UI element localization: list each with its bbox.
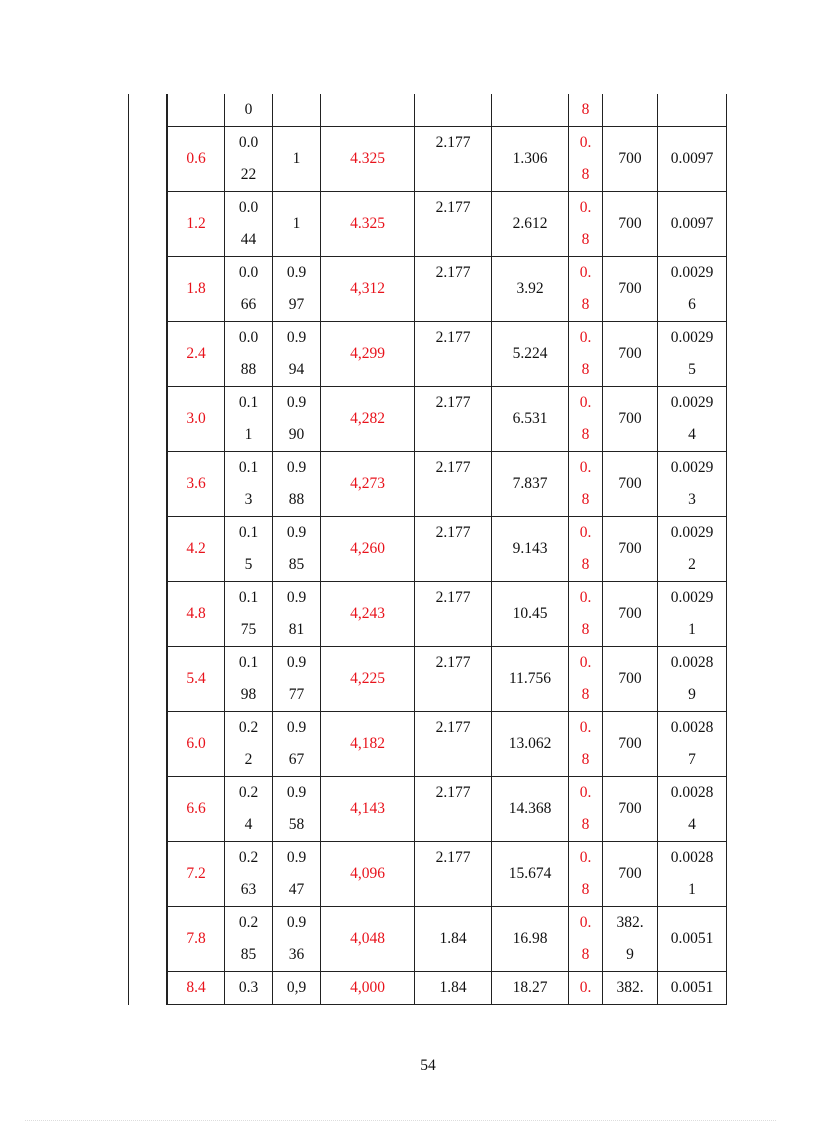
value-cell: 0.0 66 [225, 257, 273, 322]
limit-cell: 700 [603, 257, 658, 322]
final-cell: 0.0051 [658, 907, 727, 972]
param-cell: 8.4 [168, 972, 225, 1005]
blank-cell [129, 972, 167, 1005]
coef-cell: 2.177 [415, 712, 492, 777]
value-cell: 0.0 44 [225, 192, 273, 257]
limit-cell: 700 [603, 452, 658, 517]
result-cell: 4.325 [321, 192, 415, 257]
sum-cell: 14.368 [492, 777, 569, 842]
table-row [129, 907, 727, 972]
factor-cell: 0.9 94 [273, 322, 321, 387]
value-cell: 0.1 75 [225, 582, 273, 647]
blank-cell [129, 647, 167, 712]
result-cell: 4,243 [321, 582, 415, 647]
blank-cell [129, 517, 167, 582]
final-cell: 0.0097 [658, 127, 727, 192]
result-cell: 4,312 [321, 257, 415, 322]
blank-cell [129, 192, 167, 257]
table-row [129, 452, 727, 517]
blank-cell [129, 452, 167, 517]
coef-cell [415, 94, 492, 127]
table-row [129, 322, 727, 387]
ratio-cell: 0. 8 [569, 842, 603, 907]
ratio-cell: 0. 8 [569, 517, 603, 582]
blank-cell [129, 582, 167, 647]
param-cell: 3.6 [168, 452, 225, 517]
result-cell: 4,000 [321, 972, 415, 1005]
final-cell: 0.0028 9 [658, 647, 727, 712]
coef-cell: 2.177 [415, 322, 492, 387]
coef-cell: 2.177 [415, 257, 492, 322]
final-cell: 0.0097 [658, 192, 727, 257]
value-cell: 0.2 63 [225, 842, 273, 907]
sum-cell: 6.531 [492, 387, 569, 452]
table-row [129, 94, 727, 127]
blank-cell [129, 257, 167, 322]
limit-cell: 700 [603, 647, 658, 712]
final-cell [658, 94, 727, 127]
data-table [128, 94, 727, 1005]
sum-cell: 5.224 [492, 322, 569, 387]
value-cell: 0.1 1 [225, 387, 273, 452]
table-row [129, 517, 727, 582]
param-cell: 7.8 [168, 907, 225, 972]
table-row [129, 777, 727, 842]
param-cell: 0.6 [168, 127, 225, 192]
sum-cell: 10.45 [492, 582, 569, 647]
ratio-cell: 0. 8 [569, 452, 603, 517]
value-cell: 0 [225, 94, 273, 127]
ratio-cell: 0. 8 [569, 387, 603, 452]
ratio-cell: 0. 8 [569, 647, 603, 712]
limit-cell: 700 [603, 387, 658, 452]
param-cell: 5.4 [168, 647, 225, 712]
limit-cell: 700 [603, 127, 658, 192]
result-cell: 4,048 [321, 907, 415, 972]
param-cell: 2.4 [168, 322, 225, 387]
table-row [129, 712, 727, 777]
result-cell [321, 94, 415, 127]
factor-cell: 0.9 67 [273, 712, 321, 777]
result-cell: 4,282 [321, 387, 415, 452]
value-cell: 0.0 88 [225, 322, 273, 387]
limit-cell: 700 [603, 777, 658, 842]
final-cell: 0.0028 4 [658, 777, 727, 842]
limit-cell: 700 [603, 322, 658, 387]
factor-cell: 0.9 77 [273, 647, 321, 712]
coef-cell: 2.177 [415, 647, 492, 712]
value-cell: 0.2 4 [225, 777, 273, 842]
final-cell: 0.0029 4 [658, 387, 727, 452]
factor-cell: 0.9 90 [273, 387, 321, 452]
blank-cell [129, 712, 167, 777]
result-cell: 4,299 [321, 322, 415, 387]
factor-cell: 0,9 [273, 972, 321, 1005]
result-cell: 4,096 [321, 842, 415, 907]
param-cell: 1.2 [168, 192, 225, 257]
ratio-cell: 0. 8 [569, 192, 603, 257]
blank-cell [129, 127, 167, 192]
blank-cell [129, 777, 167, 842]
param-cell: 6.0 [168, 712, 225, 777]
coef-cell: 2.177 [415, 452, 492, 517]
limit-cell: 700 [603, 712, 658, 777]
sum-cell: 13.062 [492, 712, 569, 777]
limit-cell: 700 [603, 517, 658, 582]
factor-cell: 1 [273, 127, 321, 192]
blank-cell [129, 322, 167, 387]
final-cell: 0.0029 6 [658, 257, 727, 322]
ratio-cell: 0. 8 [569, 712, 603, 777]
value-cell: 0.1 98 [225, 647, 273, 712]
factor-cell: 0.9 85 [273, 517, 321, 582]
factor-cell: 0.9 36 [273, 907, 321, 972]
blank-cell [129, 94, 167, 127]
param-cell: 1.8 [168, 257, 225, 322]
table-row [129, 582, 727, 647]
factor-cell: 0.9 81 [273, 582, 321, 647]
param-cell: 3.0 [168, 387, 225, 452]
factor-cell: 0.9 47 [273, 842, 321, 907]
sum-cell: 15.674 [492, 842, 569, 907]
sum-cell [492, 94, 569, 127]
value-cell: 0.0 22 [225, 127, 273, 192]
coef-cell: 1.84 [415, 907, 492, 972]
page-number: 54 [420, 1057, 436, 1074]
sum-cell: 3.92 [492, 257, 569, 322]
factor-cell: 0.9 88 [273, 452, 321, 517]
sum-cell: 1.306 [492, 127, 569, 192]
coef-cell: 2.177 [415, 127, 492, 192]
value-cell: 0.1 5 [225, 517, 273, 582]
param-cell: 6.6 [168, 777, 225, 842]
coef-cell: 1.84 [415, 972, 492, 1005]
table-body [129, 94, 727, 1005]
ratio-cell: 0. [569, 972, 603, 1005]
factor-cell: 0.9 58 [273, 777, 321, 842]
table-row [129, 257, 727, 322]
final-cell: 0.0051 [658, 972, 727, 1005]
param-cell: 4.8 [168, 582, 225, 647]
table-row [129, 647, 727, 712]
sum-cell: 18.27 [492, 972, 569, 1005]
table-row [129, 842, 727, 907]
final-cell: 0.0029 5 [658, 322, 727, 387]
coef-cell: 2.177 [415, 192, 492, 257]
value-cell: 0.2 2 [225, 712, 273, 777]
table-row [129, 387, 727, 452]
result-cell: 4,273 [321, 452, 415, 517]
final-cell: 0.0028 1 [658, 842, 727, 907]
result-cell: 4,225 [321, 647, 415, 712]
ratio-cell: 0. 8 [569, 907, 603, 972]
blank-cell [129, 842, 167, 907]
sum-cell: 7.837 [492, 452, 569, 517]
result-cell: 4,260 [321, 517, 415, 582]
factor-cell: 0.9 97 [273, 257, 321, 322]
final-cell: 0.0029 1 [658, 582, 727, 647]
param-cell [168, 94, 225, 127]
value-cell: 0.2 85 [225, 907, 273, 972]
factor-cell: 1 [273, 192, 321, 257]
table-row [129, 192, 727, 257]
param-cell: 7.2 [168, 842, 225, 907]
result-cell: 4,143 [321, 777, 415, 842]
param-cell: 4.2 [168, 517, 225, 582]
result-cell: 4.325 [321, 127, 415, 192]
limit-cell: 382. 9 [603, 907, 658, 972]
blank-cell [129, 907, 167, 972]
sum-cell: 9.143 [492, 517, 569, 582]
limit-cell: 700 [603, 842, 658, 907]
ratio-cell: 0. 8 [569, 777, 603, 842]
final-cell: 0.0029 3 [658, 452, 727, 517]
sum-cell: 11.756 [492, 647, 569, 712]
value-cell: 0.1 3 [225, 452, 273, 517]
table-row [129, 972, 727, 1005]
ratio-cell: 0. 8 [569, 582, 603, 647]
factor-cell [273, 94, 321, 127]
table-row [129, 127, 727, 192]
ratio-cell: 0. 8 [569, 257, 603, 322]
coef-cell: 2.177 [415, 842, 492, 907]
ratio-cell: 8 [569, 94, 603, 127]
result-cell: 4,182 [321, 712, 415, 777]
ratio-cell: 0. 8 [569, 127, 603, 192]
limit-cell: 700 [603, 192, 658, 257]
limit-cell: 382. [603, 972, 658, 1005]
limit-cell [603, 94, 658, 127]
sum-cell: 16.98 [492, 907, 569, 972]
final-cell: 0.0028 7 [658, 712, 727, 777]
footer-divider [25, 1120, 776, 1121]
coef-cell: 2.177 [415, 387, 492, 452]
limit-cell: 700 [603, 582, 658, 647]
coef-cell: 2.177 [415, 582, 492, 647]
sum-cell: 2.612 [492, 192, 569, 257]
ratio-cell: 0. 8 [569, 322, 603, 387]
final-cell: 0.0029 2 [658, 517, 727, 582]
coef-cell: 2.177 [415, 517, 492, 582]
coef-cell: 2.177 [415, 777, 492, 842]
value-cell: 0.3 [225, 972, 273, 1005]
blank-cell [129, 387, 167, 452]
